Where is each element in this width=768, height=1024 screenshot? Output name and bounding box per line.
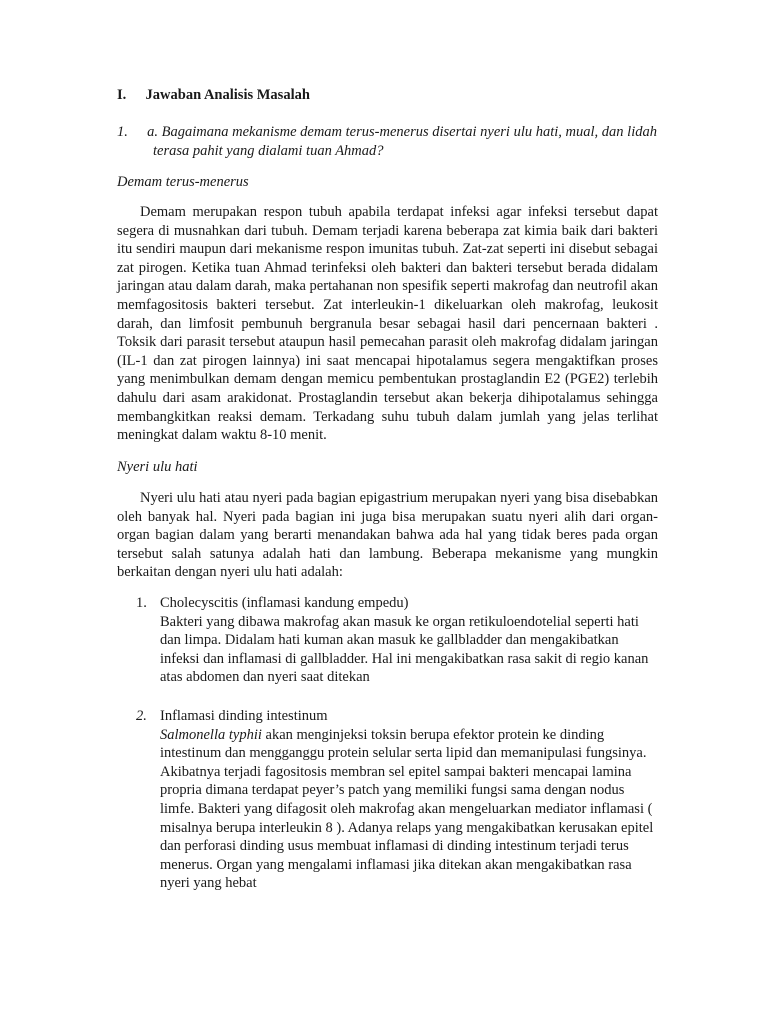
organism-name: Salmonella typhii [160,726,262,743]
paragraph-nyeri: Nyeri ulu hati atau nyeri pada bagian epigastrium merupakan nyeri yang bisa disebabkan oleh banyak hal. Nyeri pada bagian ini juga bisa merupakan suatu nyeri alih dari organ-organ bagian dalam yang berarti menandakan bahwa ada hal yang tidak beres pada organ tersebut salah satunya adalah hati dan lambung. Beberapa mekanisme yang mungkin berkaitan dengan nyeri ulu hati adalah: [117,490,658,581]
heading-title: Jawaban Analisis Masalah [145,87,310,103]
question [117,123,658,160]
list-item-title: Inflamasi dinding intestinum [160,708,328,724]
list-item-body: akan menginjeksi toksin berupa efektor protein ke dinding intestinum dan mengganggu protein selular serta lipid dan memanipulasi fungsinya. Akibatnya terjadi fagositosis membran sel epitel sampai bakteri mencapai lamina propria dimana terdapat peyer’s patch yang memiliki fungsi sama dengan nodus limfe. Bakteri yang difagosit oleh makrofag akan mengeluarkan mediator inflamasi ( misalnya berupa interleukin 8 ). Adanya relaps yang mengakibatkan kerusakan epitel dan perforasi dinding usus membuat inflamasi di dinding intestinum terjadi terus menerus. Organ yang mengalami inflamasi jika ditekan akan mengakibatkan rasa nyeri yang hebat [160,726,654,892]
paragraph-demam: Demam merupakan respon tubuh apabila terdapat infeksi agar infeksi tersebut dapat segera di musnahkan dari tubuh. Demam terjadi karena beberapa zat kimia baik dari bakteri itu sendiri maupun dari mekanisme respon imunitas tubuh. Zat-zat seperti ini disebut sebagai zat pirogen. Ketika tuan Ahmad terinfeksi oleh bakteri dan bakteri tersebut berada didalam jaringan atau dalam darah, maka pertahanan non spesifik seperti makrofag dan neutrofil akan memfagositosis bakteri tersebut. Zat interleukin-1 dikeluarkan oleh makrofag, leukosit darah, dan limfosit pembunuh bergranula besar sebagai hasil dari pencernaan bakteri . Toksik dari parasit tersebut ataupun hasil pemecahan parasit oleh makrofag didalam jaringan (IL-1 dan zat pirogen lainnya) ini saat mencapai hipotalamus segera mengaktifkan proses yang menimbulkan demam dengan memicu pembentukan prostaglandin E2 (PGE2) terlebih dahulu dari asam arakidonat. Prostaglandin tersebut akan bekerja dihipotalamus sehingga membangkitkan reaksi demam. Terkadang suhu tubuh dalam jumlah yang jelas terlihat meningkat dalam waktu 8-10 menit. [117,204,658,444]
list-item-body: Bakteri yang dibawa makrofag akan masuk ke organ retikuloendotelial seperti hati dan limpa. Didalam hati kuman akan masuk ke gallbladder dan mengakibatkan infeksi dan inflamasi di gallbladder. Hal ini mengakibatkan rasa sakit di regio kanan atas abdomen dan nyeri saat ditekan [160,613,649,686]
subsection-title-nyeri: Nyeri ulu hati [117,459,198,475]
list-item-title: Cholecyscitis (inflamasi kandung empedu) [160,595,409,611]
section-heading [117,86,658,105]
question-line-2: terasa pahit yang dialami tuan Ahmad? [153,142,384,159]
list-item [160,594,658,687]
list-item-number: 2. [136,708,147,724]
list-item-number: 1. [136,595,147,611]
subsection-title-demam: Demam terus-menerus [117,174,249,190]
heading-number: I. [117,87,127,103]
question-line-1: a. Bagaimana mekanisme demam terus-menerus disertai nyeri ulu hati, mual, dan lidah [147,124,657,140]
list-item [160,707,658,893]
question-number: 1. [117,124,128,140]
